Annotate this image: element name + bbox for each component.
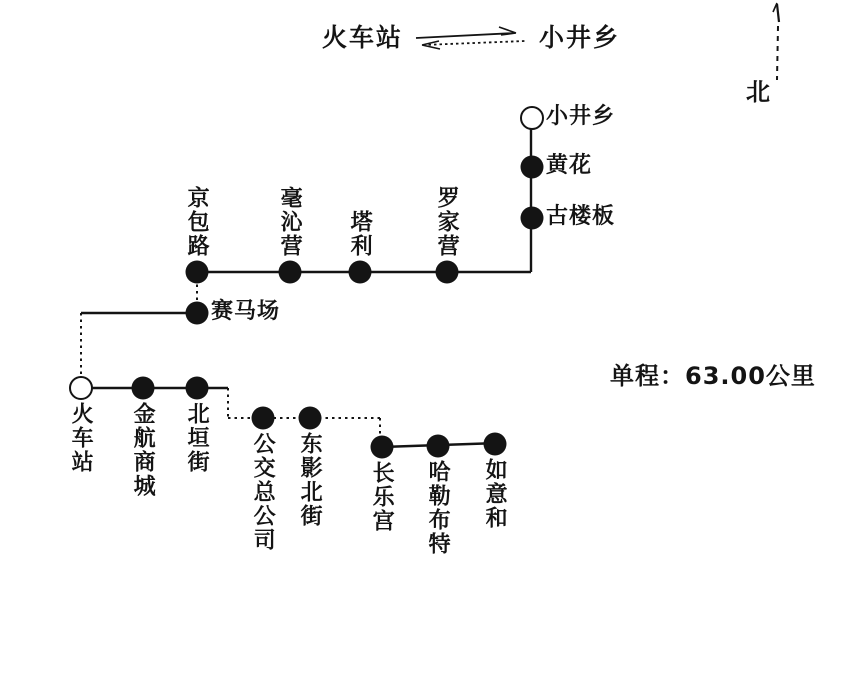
station-dot-beiyuanjie xyxy=(186,377,209,400)
station-label-haoqinying: 毫沁营 xyxy=(277,186,303,258)
station-dot-huochezhan xyxy=(69,376,93,400)
station-label-saimachang: 赛马场 xyxy=(211,299,281,324)
station-label-changlegong: 长乐宫 xyxy=(369,461,395,533)
station-dot-tali xyxy=(349,261,372,284)
station-dot-luojiaying xyxy=(436,261,459,284)
station-label-beiyuanjie: 北垣街 xyxy=(184,402,210,474)
north-label: 北 xyxy=(746,78,770,106)
station-dot-huanghua xyxy=(521,156,544,179)
station-dot-gulouban xyxy=(521,207,544,230)
station-label-gulouban: 古楼板 xyxy=(546,204,616,229)
station-label-ruyihe: 如意和 xyxy=(482,458,508,530)
station-label-tali: 塔利 xyxy=(347,210,373,258)
route-origin-label: 火车站 xyxy=(322,23,404,52)
station-label-jingbaolu: 京包路 xyxy=(184,186,210,258)
station-dot-halebute xyxy=(427,435,450,458)
station-dot-jingbaolu xyxy=(186,261,209,284)
station-dot-ruyihe xyxy=(484,433,507,456)
station-label-luojiaying: 罗家营 xyxy=(434,186,460,258)
distance-note: 单程：63.00公里 xyxy=(610,362,816,390)
station-label-dongyingbeijie: 东影北街 xyxy=(297,432,323,528)
station-label-jinhangshangcheng: 金航商城 xyxy=(130,402,156,498)
station-dot-gongjiaozonggongsi xyxy=(252,407,275,430)
station-label-halebute: 哈勒布特 xyxy=(425,460,451,556)
station-dot-changlegong xyxy=(371,436,394,459)
station-dot-saimachang xyxy=(186,302,209,325)
station-dot-haoqinying xyxy=(279,261,302,284)
station-label-xiaojingxiang: 小井乡 xyxy=(546,104,616,129)
station-dot-jinhangshangcheng xyxy=(132,377,155,400)
station-label-huochezhan: 火车站 xyxy=(68,402,94,474)
route-destination-label: 小井乡 xyxy=(539,23,621,52)
station-dot-xiaojingxiang xyxy=(520,106,544,130)
station-label-huanghua: 黄花 xyxy=(546,153,593,178)
station-dot-dongyingbeijie xyxy=(299,407,322,430)
station-label-gongjiaozonggongsi: 公交总公司 xyxy=(250,432,276,552)
